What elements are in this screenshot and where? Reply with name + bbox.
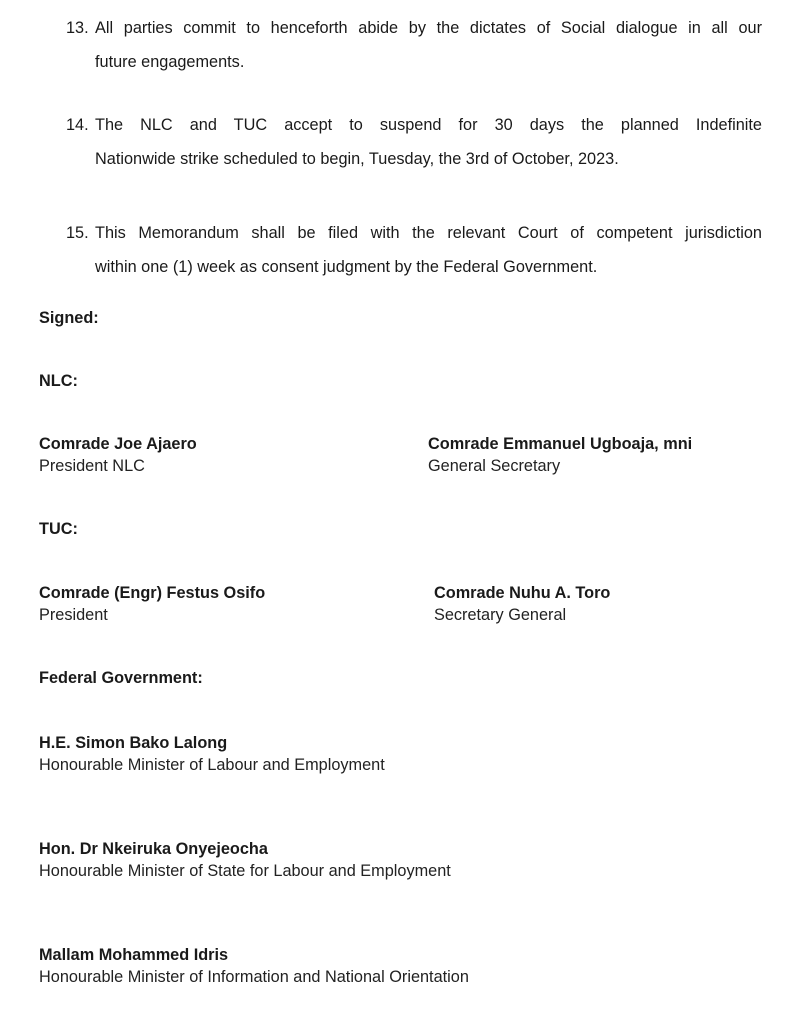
- signatory-name: Hon. Dr Nkeiruka Onyejeocha: [39, 840, 268, 858]
- clause-text-line: The NLC and TUC accept to suspend for 30 days the planned Indefinite: [95, 116, 762, 134]
- clause-number: 15.: [66, 224, 89, 242]
- signatory-name: Comrade (Engr) Festus Osifo: [39, 584, 266, 602]
- signatory-name: Comrade Nuhu A. Toro: [434, 584, 611, 602]
- signatory-name: H.E. Simon Bako Lalong: [39, 734, 228, 752]
- signatory-title: President: [39, 606, 108, 624]
- signatory-title: Honourable Minister of State for Labour and Employment: [39, 862, 451, 880]
- signatory-title: Honourable Minister of Labour and Employment: [39, 756, 385, 774]
- clause-number: 13.: [66, 19, 89, 37]
- clause-text-line: future engagements.: [95, 53, 245, 71]
- clause-text-line: This Memorandum shall be filed with the relevant Court of competent jurisdiction: [95, 224, 762, 242]
- signatory-title: Honourable Minister of Information and National Orientation: [39, 968, 469, 986]
- signatory-title: Secretary General: [434, 606, 567, 624]
- signatory-title: General Secretary: [428, 457, 561, 475]
- clause-text-line: All parties commit to henceforth abide by the dictates of Social dialogue in all our: [95, 19, 762, 37]
- signed-heading: Signed:: [39, 309, 99, 327]
- clause-text-line: within one (1) week as consent judgment by the Federal Government.: [95, 258, 598, 276]
- signatory-name: Comrade Joe Ajaero: [39, 435, 197, 453]
- signatory-title: President NLC: [39, 457, 145, 475]
- tuc-heading: TUC:: [39, 520, 78, 538]
- clause-number: 14.: [66, 116, 89, 134]
- clause-text-line: Nationwide strike scheduled to begin, Tuesday, the 3rd of October, 2023.: [95, 150, 619, 168]
- signatory-name: Comrade Emmanuel Ugboaja, mni: [428, 435, 693, 453]
- nlc-heading: NLC:: [39, 372, 78, 390]
- signatory-name: Mallam Mohammed Idris: [39, 946, 229, 964]
- fg-heading: Federal Government:: [39, 669, 203, 687]
